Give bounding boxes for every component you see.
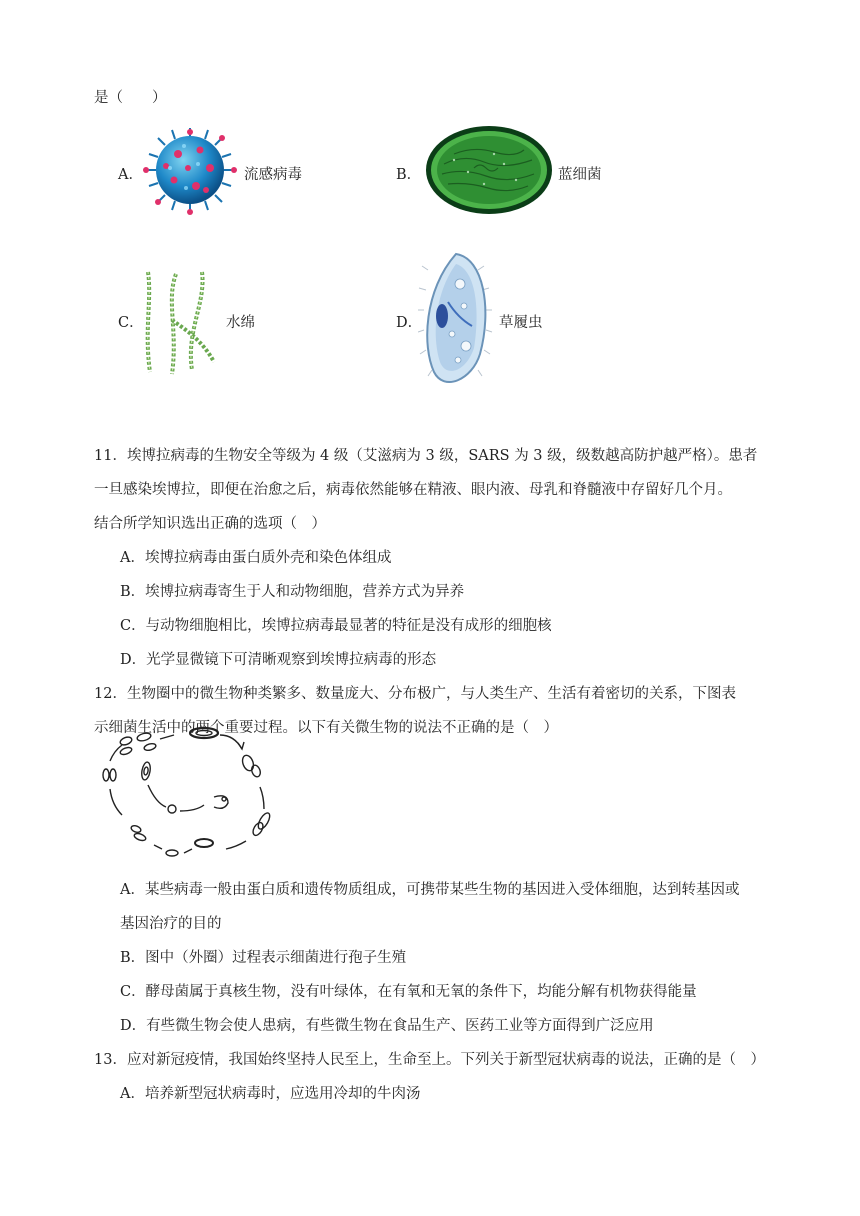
q11-stem-line-1: 11．埃博拉病毒的生物安全等级为 4 级（艾滋病为 3 级，SARS 为 3 级，级数越高防护越严格）。患者 [94, 448, 758, 464]
q12-option-c: C．酵母菌属于真核生物，没有叶绿体，在有氧和无氧的条件下，均能分解有机物获得能量 [120, 984, 697, 1000]
q12-option-b: B．图中（外圈）过程表示细菌进行孢子生殖 [120, 950, 407, 966]
q10-option-a-label: 流感病毒 [244, 167, 302, 183]
q11-stem-line-3: 结合所学知识选出正确的选项（ ） [94, 516, 326, 532]
q12-option-a: A．某些病毒一般由蛋白质和遗传物质组成，可携带某些生物的基因进入受体细胞，达到转基因或 [120, 882, 740, 898]
q13-stem: 13．应对新冠疫情，我国始终坚持人民至上，生命至上。下列关于新型冠状病毒的说法，正确的是（ ） [94, 1052, 765, 1068]
bacteria-life-cycle-diagram [96, 725, 292, 863]
q12-stem-line-2: 示细菌生活中的两个重要过程。以下有关微生物的说法不正确的是（ ） [94, 720, 558, 736]
q10-option-a-letter: A． [118, 167, 143, 183]
q11-stem-line-2: 一旦感染埃博拉，即便在治愈之后，病毒依然能够在精液、眼内液、母乳和脊髓液中存留好几个月。 [94, 482, 732, 498]
q10-tail: 是（ ） [94, 90, 167, 106]
q11-option-b: B．埃博拉病毒寄生于人和动物细胞，营养方式为异养 [120, 584, 465, 600]
influenza-virus-image [140, 124, 240, 216]
q11-option-a: A．埃博拉病毒由蛋白质外壳和染色体组成 [120, 550, 392, 566]
spirogyra-image [136, 270, 220, 376]
q10-option-c-label: 水绵 [226, 315, 255, 331]
q10-option-b-label: 蓝细菌 [558, 167, 602, 183]
q11-option-c: C．与动物细胞相比，埃博拉病毒最显著的特征是没有成形的细胞核 [120, 618, 552, 634]
q10-option-d-label: 草履虫 [499, 315, 543, 331]
paramecium-image [418, 250, 494, 394]
q12-option-a-continued: 基因治疗的目的 [120, 916, 222, 932]
cyanobacteria-image [424, 124, 554, 216]
q13-option-a: A．培养新型冠状病毒时，应选用冷却的牛肉汤 [120, 1086, 421, 1102]
q10-option-d-letter: D． [396, 315, 423, 331]
q12-stem-line-1: 12．生物圈中的微生物种类繁多、数量庞大、分布极广，与人类生产、生活有着密切的关系，下图表 [94, 686, 736, 702]
q10-option-c-letter: C． [118, 315, 144, 331]
q12-option-d: D．有些微生物会使人患病，有些微生物在食品生产、医药工业等方面得到广泛应用 [120, 1018, 654, 1034]
q11-option-d: D．光学显微镜下可清晰观察到埃博拉病毒的形态 [120, 652, 437, 668]
q10-option-b-letter: B． [396, 167, 422, 183]
